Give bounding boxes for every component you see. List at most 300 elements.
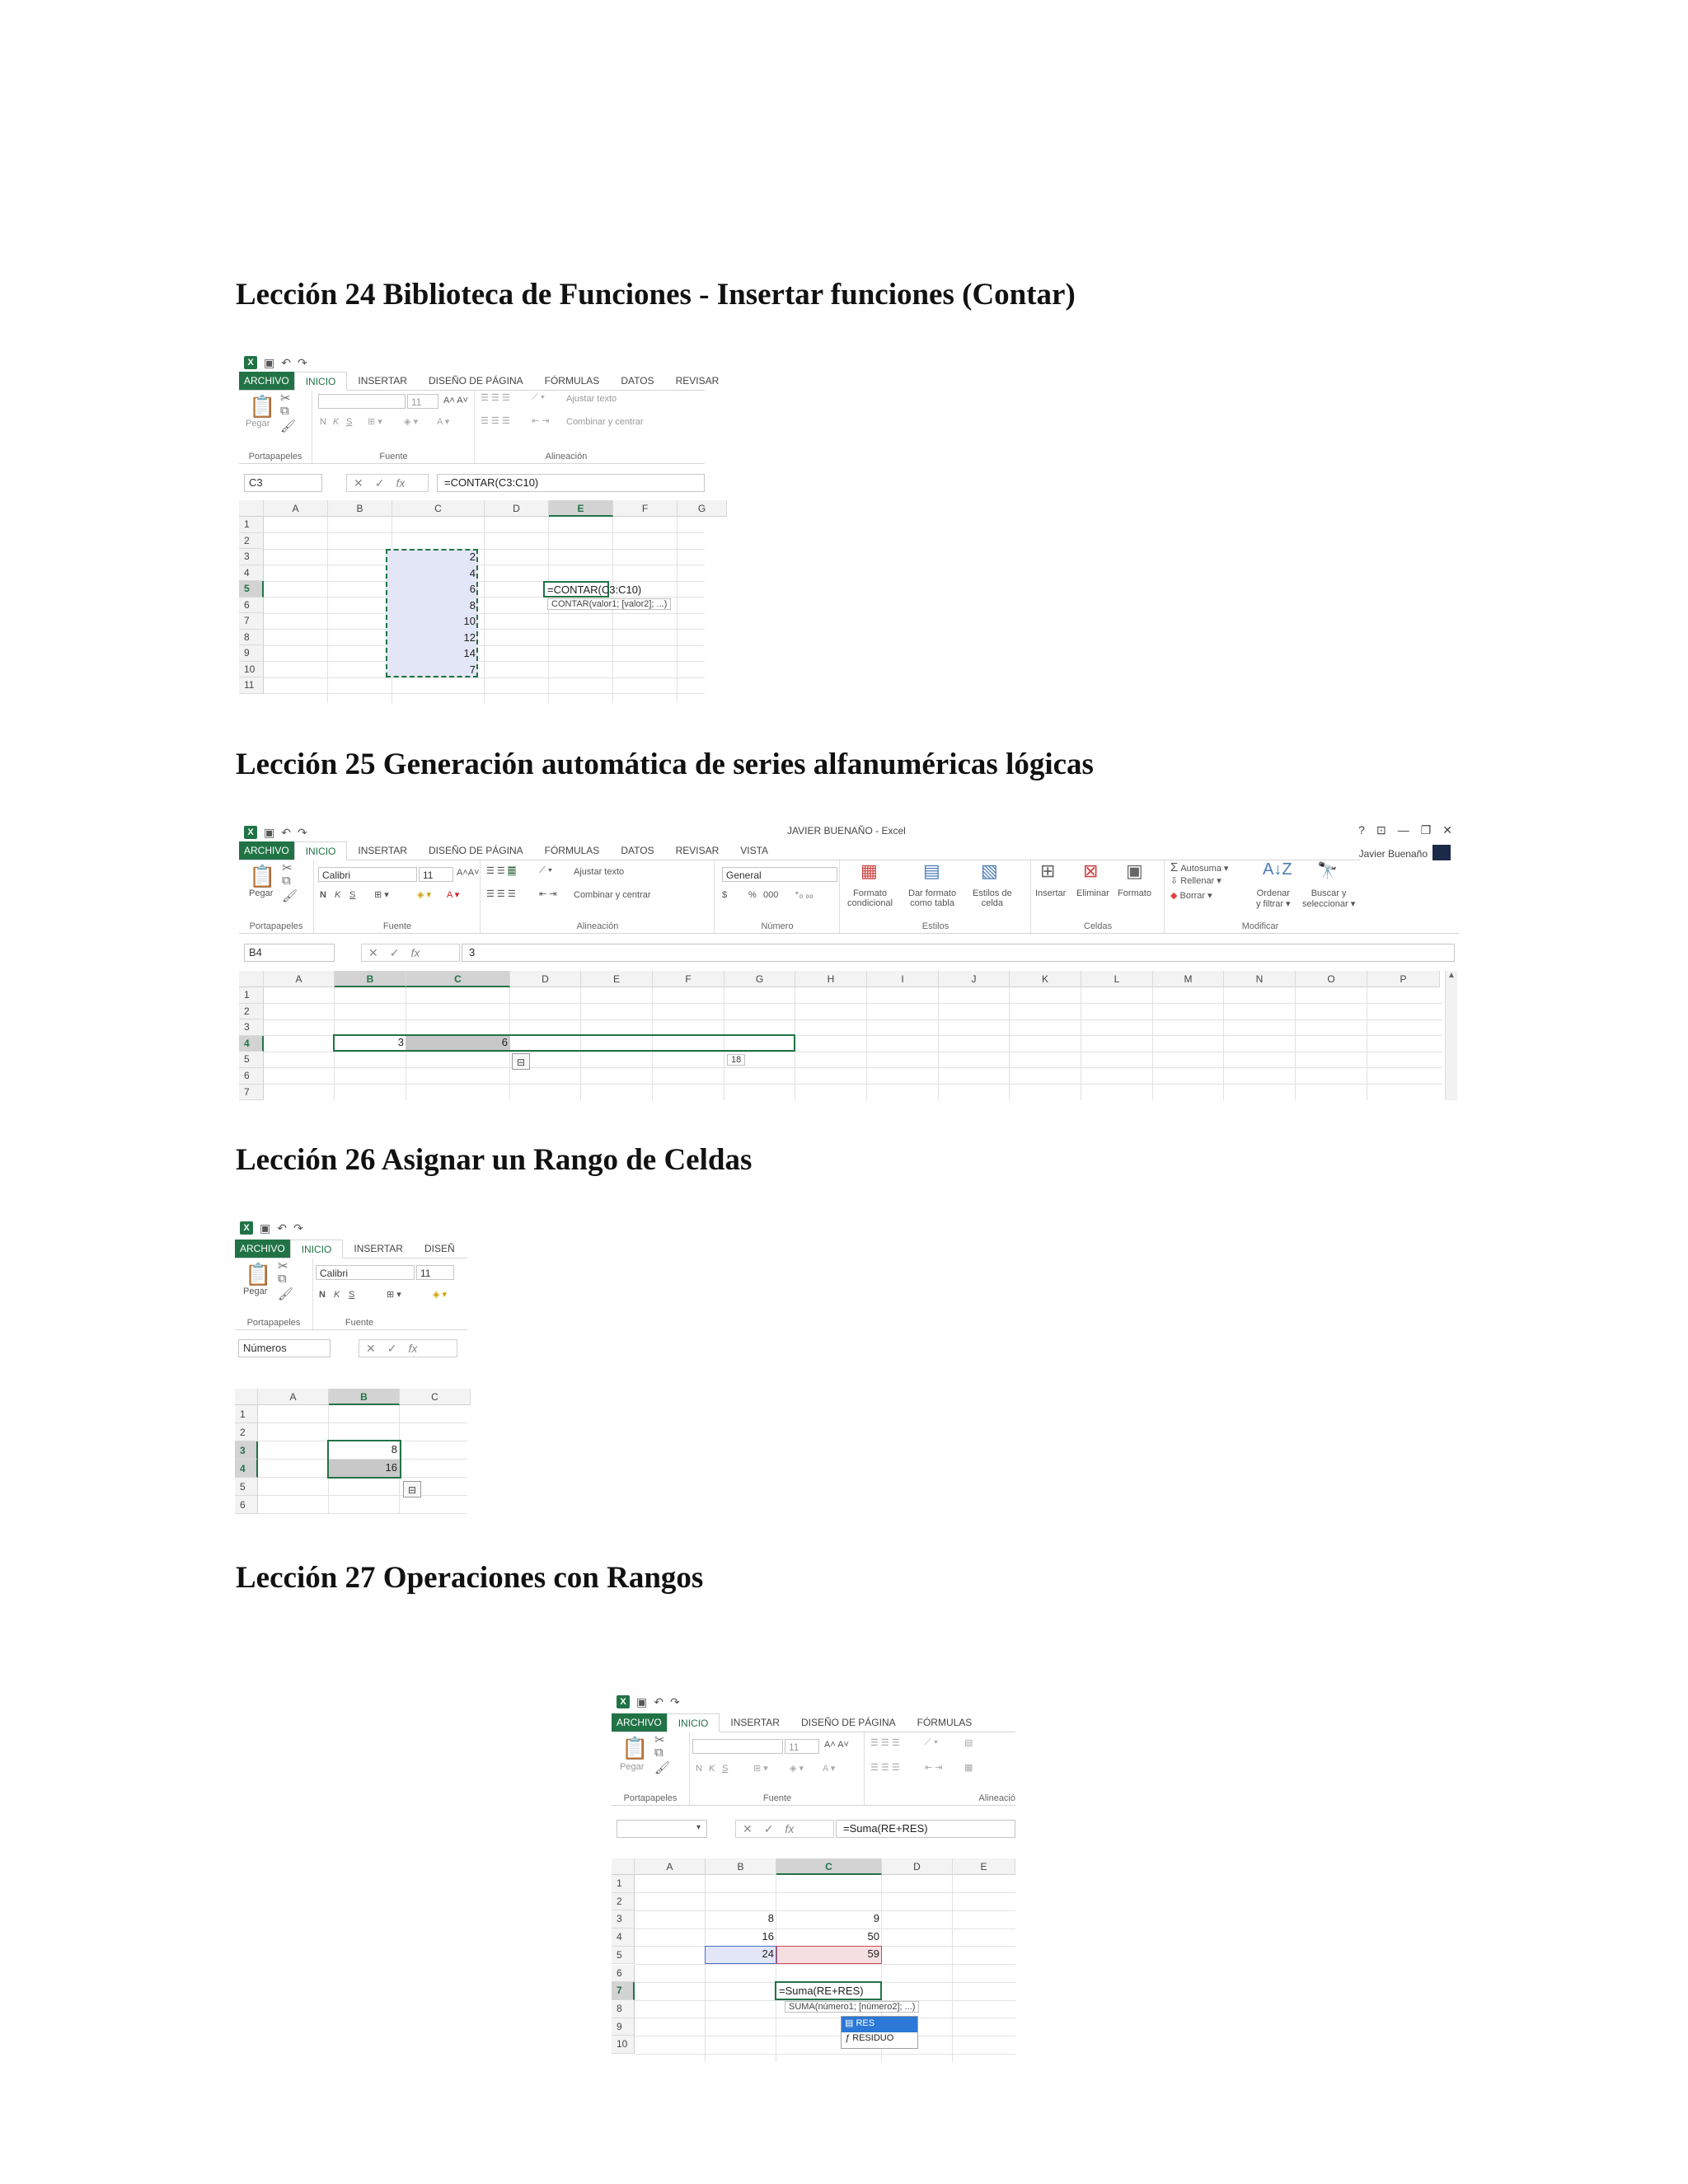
delete-cells-button[interactable]: Eliminar <box>1076 888 1109 898</box>
screenshot-series <box>239 820 1459 1100</box>
formula-bar <box>235 1335 467 1360</box>
paste-button[interactable]: Pegar <box>246 419 270 429</box>
cancel-icon[interactable]: ✕ <box>366 1341 376 1355</box>
column-header-d[interactable]: D <box>882 1858 953 1875</box>
autocomplete-item-res[interactable]: ▤ RES <box>842 2017 917 2032</box>
font-color-icon[interactable]: A ▾ <box>437 417 450 427</box>
formula-input[interactable]: =Suma(RE+RES) <box>836 1820 1015 1838</box>
cell-c4[interactable]: 6 <box>501 1036 508 1048</box>
corner-cell <box>235 1389 258 1405</box>
column-header-f[interactable]: F <box>613 500 678 517</box>
bold-button[interactable]: N <box>319 1290 326 1300</box>
cell-styles-button[interactable]: Estilos de celda <box>973 888 1012 908</box>
cut-icon[interactable]: ✂ <box>654 1733 665 1747</box>
sigma-icon: Σ <box>1170 860 1179 874</box>
cell-c6[interactable]: 8 <box>469 598 476 612</box>
row-header-10[interactable]: 10 <box>612 2036 635 2054</box>
column-header-o[interactable]: O <box>1296 971 1367 987</box>
paste-icon[interactable]: 📋 <box>249 394 276 419</box>
row-header-5[interactable]: 5 <box>239 1052 264 1068</box>
merge-center-button[interactable]: Combinar y centrar <box>566 417 644 427</box>
column-header-k[interactable]: K <box>1010 971 1081 987</box>
quick-access-toolbar <box>244 354 307 372</box>
fx-icon[interactable]: fx <box>785 1822 795 1835</box>
tab-diseno[interactable]: DISEÑ <box>424 1243 455 1254</box>
column-header-i[interactable]: I <box>867 971 939 987</box>
column-header-b[interactable]: B <box>335 971 406 987</box>
row-header-10[interactable]: 10 <box>239 662 264 678</box>
row-header-6[interactable]: 6 <box>239 598 264 614</box>
group-label-styles: Estilos <box>921 921 950 931</box>
tab-diseno[interactable]: DISEÑO DE PÁGINA <box>428 375 523 387</box>
font-size-box[interactable]: 11 <box>407 394 438 409</box>
tab-archivo[interactable]: ARCHIVO <box>239 841 294 860</box>
undo-icon[interactable]: ↶ <box>281 825 291 839</box>
row-header-2[interactable]: 2 <box>612 1893 635 1911</box>
format-painter-icon[interactable]: 🖌 <box>278 1287 294 1301</box>
cell-c7[interactable]: 10 <box>463 615 476 627</box>
border-icon[interactable]: ⊞ ▾ <box>368 417 382 427</box>
sort-filter-button[interactable]: Ordenar y filtrar ▾ <box>1256 888 1291 909</box>
paste-button[interactable]: Pegar <box>249 888 274 898</box>
row-header-6[interactable]: 6 <box>235 1496 258 1514</box>
column-header-b[interactable]: B <box>329 1389 400 1405</box>
cell-c3[interactable]: 9 <box>873 1912 879 1924</box>
font-name-box[interactable]: Calibri <box>316 1265 415 1280</box>
save-icon[interactable]: ▣ <box>260 1221 271 1235</box>
cell-c9[interactable]: 14 <box>463 647 476 659</box>
tab-diseno[interactable]: DISEÑO DE PÁGINA <box>428 845 523 856</box>
cut-icon[interactable]: ✂ <box>282 861 293 875</box>
column-header-d[interactable]: D <box>485 500 549 517</box>
minimize-icon[interactable]: — <box>1397 823 1409 837</box>
cell-b3[interactable]: 8 <box>391 1443 397 1455</box>
top-align-icon[interactable]: ☰ ☰ ☰ <box>481 393 510 403</box>
font-name-box[interactable] <box>318 394 406 409</box>
row-header-3[interactable]: 3 <box>239 1019 264 1036</box>
border-icon[interactable]: ⊞ ▾ <box>374 890 389 900</box>
row-header-5[interactable]: 5 <box>239 581 264 598</box>
orientation-icon[interactable]: ⟋ ▾ <box>925 1737 939 1747</box>
window-controls <box>1358 823 1452 837</box>
format-cells-icon[interactable]: ▣ <box>1126 860 1143 881</box>
column-header-c[interactable]: C <box>406 971 510 987</box>
paste-button[interactable]: Pegar <box>243 1286 268 1296</box>
column-header-c[interactable]: C <box>400 1389 471 1405</box>
italic-button[interactable]: K <box>335 890 341 900</box>
top-align-icon[interactable]: ☰ ☰ ☰ <box>870 1738 900 1748</box>
tab-formulas[interactable]: FÓRMULAS <box>917 1717 973 1728</box>
row-header-3[interactable]: 3 <box>239 549 264 565</box>
column-header-b[interactable]: B <box>328 500 392 517</box>
autocomplete-item-residuo[interactable]: ƒ RESIDUO <box>845 2033 894 2043</box>
copy-icon[interactable]: ⧉ <box>654 1746 663 1760</box>
function-tooltip: SUMA(número1; [número2]; ...) <box>785 2001 919 2013</box>
copy-icon[interactable]: ⧉ <box>280 404 289 418</box>
lesson-27-heading: Lección 27 Operaciones con Rangos <box>236 1561 704 1595</box>
restore-icon[interactable]: ❐ <box>1420 823 1432 837</box>
ribbon <box>239 391 705 464</box>
left-align-icon[interactable]: ☰ ☰ ☰ <box>481 416 510 426</box>
ribbon <box>239 860 1459 934</box>
enter-icon[interactable]: ✓ <box>374 476 385 490</box>
underline-button[interactable]: S <box>349 1290 355 1300</box>
save-icon[interactable]: ▣ <box>264 355 275 369</box>
autosum-button[interactable]: Σ Autosuma ▾ <box>1170 860 1229 874</box>
active-cell-c7[interactable]: =Suma(RE+RES) <box>775 1981 882 2000</box>
tab-insertar[interactable]: INSERTAR <box>358 845 407 856</box>
font-name-box[interactable]: Calibri <box>318 867 417 882</box>
font-size-box[interactable]: 11 <box>785 1739 819 1754</box>
corner-cell <box>612 1858 635 1875</box>
merge-icon[interactable]: ▦ <box>964 1763 973 1773</box>
top-align-icon[interactable]: ☰ ☰ ☰ <box>486 866 516 876</box>
row-header-5[interactable]: 5 <box>612 1947 635 1965</box>
group-modify <box>1165 860 1413 933</box>
underline-button[interactable]: S <box>346 417 353 427</box>
tab-datos[interactable]: DATOS <box>621 845 654 856</box>
format-cells-button[interactable]: Formato <box>1118 888 1151 898</box>
column-header-p[interactable]: P <box>1367 971 1440 987</box>
tab-datos[interactable]: DATOS <box>621 375 654 387</box>
tab-inicio[interactable]: INICIO <box>294 841 348 860</box>
save-icon[interactable]: ▣ <box>264 825 275 839</box>
undo-icon[interactable]: ↶ <box>277 1221 287 1235</box>
format-painter-icon[interactable]: 🖌 <box>280 419 297 434</box>
group-alignment <box>865 1732 1015 1805</box>
copy-icon[interactable]: ⧉ <box>282 874 291 888</box>
tab-revisar[interactable]: REVISAR <box>675 375 720 387</box>
column-header-l[interactable]: L <box>1081 971 1153 987</box>
format-painter-icon[interactable]: 🖌 <box>654 1761 671 1775</box>
row-header-8[interactable]: 8 <box>239 630 264 646</box>
excel-logo-icon: X <box>617 1695 630 1708</box>
wrap-text-button[interactable]: Ajustar texto <box>566 394 617 404</box>
group-label-cells: Celdas <box>1083 921 1113 931</box>
autofill-options-icon[interactable]: ⊟ <box>512 1053 530 1070</box>
row-header-3[interactable]: 3 <box>612 1910 635 1929</box>
row-header-2[interactable]: 2 <box>239 533 264 550</box>
clear-button[interactable]: ◆ Borrar ▾ <box>1170 891 1212 901</box>
cancel-icon[interactable]: ✕ <box>743 1821 753 1835</box>
cell-c3[interactable]: 2 <box>469 551 476 563</box>
row-header-4[interactable]: 4 <box>239 565 264 582</box>
italic-button[interactable]: K <box>334 1290 340 1300</box>
conditional-format-button[interactable]: Formato condicional <box>847 888 893 908</box>
cell-c10[interactable]: 7 <box>469 663 476 676</box>
formula-buttons <box>361 944 460 962</box>
insert-cells-button[interactable]: Insertar <box>1035 888 1067 898</box>
italic-button[interactable]: K <box>709 1764 715 1774</box>
row-header-5[interactable]: 5 <box>235 1478 258 1496</box>
tab-inicio[interactable]: INICIO <box>290 1240 344 1258</box>
grow-font-icon[interactable]: A˄ A˅ <box>443 396 468 405</box>
paste-icon[interactable]: 📋 <box>249 864 276 888</box>
font-color-icon[interactable]: A ▾ <box>447 890 460 900</box>
cancel-icon[interactable]: ✕ <box>368 945 378 959</box>
paste-icon[interactable]: 📋 <box>245 1262 272 1286</box>
name-box[interactable]: Números <box>238 1339 331 1357</box>
group-clipboard <box>239 391 312 463</box>
row-header-1[interactable]: 1 <box>239 987 264 1004</box>
group-label-alignment: Alineació <box>978 1793 1015 1803</box>
redo-icon[interactable]: ↷ <box>293 1221 303 1235</box>
group-cells <box>1032 860 1165 933</box>
row-header-1[interactable]: 1 <box>612 1875 635 1893</box>
row-header-7[interactable]: 7 <box>239 613 264 630</box>
row-header-7[interactable]: 7 <box>612 1982 635 2000</box>
name-box[interactable]: B4 <box>244 944 335 962</box>
indent-icon[interactable]: ⇤ ⇥ <box>539 889 557 899</box>
wrap-text-icon[interactable]: ▤ <box>964 1738 973 1748</box>
wrap-text-button[interactable]: Ajustar texto <box>574 867 625 877</box>
scroll-up-icon[interactable]: ▲ <box>1447 971 1456 980</box>
worksheet-grid <box>612 1858 1015 2062</box>
cell-b4[interactable]: 16 <box>762 1930 774 1943</box>
group-font <box>313 391 475 463</box>
formula-buttons <box>359 1339 457 1357</box>
bold-button[interactable]: N <box>320 890 326 900</box>
column-header-b[interactable]: B <box>706 1858 776 1875</box>
group-font <box>691 1732 865 1805</box>
active-cell-e5[interactable]: =CONTAR(C3:C10) <box>543 581 609 598</box>
tab-inicio[interactable]: INICIO <box>294 372 348 391</box>
delete-cells-icon[interactable]: ⊠ <box>1083 860 1099 881</box>
vertical-scrollbar[interactable] <box>1445 971 1457 1100</box>
help-icon[interactable]: ? <box>1358 823 1365 837</box>
decimal-icons[interactable]: ⁺₀ ₀₀ <box>795 890 814 900</box>
column-header-e[interactable]: E <box>581 971 653 987</box>
cell-c4[interactable]: 50 <box>867 1930 879 1943</box>
orientation-icon[interactable]: ⟋ ▾ <box>539 865 553 875</box>
redo-icon[interactable]: ↷ <box>297 355 307 369</box>
cell-c4[interactable]: 4 <box>469 566 476 579</box>
column-header-n[interactable]: N <box>1224 971 1296 987</box>
excel-logo-icon: X <box>244 826 257 839</box>
row-header-1[interactable]: 1 <box>235 1405 258 1423</box>
tab-inicio[interactable]: INICIO <box>667 1713 720 1732</box>
group-clipboard <box>239 860 314 933</box>
cell-b4[interactable]: 16 <box>385 1461 397 1474</box>
worksheet-grid <box>235 1389 467 1514</box>
group-label-font: Fuente <box>379 452 408 462</box>
column-header-a[interactable]: A <box>264 971 335 987</box>
currency-button[interactable]: $ <box>722 890 728 900</box>
fill-color-icon[interactable]: ◈ ▾ <box>433 1290 448 1300</box>
orientation-icon[interactable]: ⟋ ▾ <box>532 392 546 402</box>
row-header-4[interactable]: 4 <box>612 1929 635 1947</box>
row-header-2[interactable]: 2 <box>235 1423 258 1441</box>
column-header-c[interactable]: C <box>392 500 485 517</box>
group-clipboard <box>235 1258 313 1329</box>
cell-c5[interactable]: 6 <box>469 583 476 595</box>
tab-insertar[interactable]: INSERTAR <box>358 375 407 387</box>
font-name-box[interactable] <box>692 1739 783 1754</box>
find-select-icon[interactable]: 🔭 <box>1317 862 1338 880</box>
cut-icon[interactable]: ✂ <box>278 1259 288 1273</box>
name-box[interactable]: C3 <box>244 474 322 492</box>
ribbon-tabs <box>612 1713 1015 1732</box>
group-label-font: Fuente <box>345 1318 374 1328</box>
close-icon[interactable]: ✕ <box>1442 823 1452 837</box>
paste-icon[interactable]: 📋 <box>621 1736 649 1760</box>
fill-color-icon[interactable]: ◈ ▾ <box>790 1764 804 1774</box>
ribbon-display-icon[interactable]: ⊡ <box>1376 823 1386 837</box>
column-header-f[interactable]: F <box>653 971 724 987</box>
group-label-clipboard: Portapapeles <box>246 1318 301 1328</box>
quick-access-toolbar <box>244 823 307 841</box>
lesson-25-heading: Lección 25 Generación automática de series alfanuméricas lógicas <box>236 748 1094 781</box>
left-align-icon[interactable]: ☰ ☰ ☰ <box>486 889 516 899</box>
indent-icon[interactable]: ⇤ ⇥ <box>532 416 550 426</box>
lesson-24-heading: Lección 24 Biblioteca de Funciones - Insertar funciones (Contar) <box>236 278 1076 312</box>
column-header-e[interactable]: E <box>953 1858 1015 1875</box>
column-header-d[interactable]: D <box>510 971 581 987</box>
row-header-2[interactable]: 2 <box>239 1004 264 1020</box>
font-size-box[interactable]: 11 <box>419 867 453 882</box>
number-format-box[interactable]: General <box>722 867 837 882</box>
thousands-button[interactable]: 000 <box>763 890 779 900</box>
column-header-e[interactable]: E <box>549 500 613 517</box>
tab-revisar[interactable]: REVISAR <box>675 845 720 856</box>
insert-cells-icon[interactable]: ⊞ <box>1040 860 1056 881</box>
row-header-9[interactable]: 9 <box>612 2018 635 2036</box>
fx-icon[interactable]: fx <box>408 1342 418 1355</box>
redo-icon[interactable]: ↷ <box>297 825 307 839</box>
tab-archivo[interactable]: ARCHIVO <box>239 372 294 390</box>
quick-analysis-icon[interactable]: ⊟ <box>403 1481 421 1497</box>
group-number <box>715 860 840 933</box>
grow-font-icon[interactable]: A˄ A˅ <box>824 1740 849 1750</box>
grow-font-icon[interactable]: A˄A˅ <box>457 868 480 878</box>
quick-access-toolbar <box>617 1693 680 1711</box>
merge-center-button[interactable]: Combinar y centrar <box>574 890 651 900</box>
group-label-alignment: Alineación <box>545 452 588 462</box>
fill-preview-tooltip: 18 <box>727 1054 745 1066</box>
border-icon[interactable]: ⊞ ▾ <box>753 1764 768 1774</box>
row-header-6[interactable]: 6 <box>239 1068 264 1085</box>
tab-archivo[interactable]: ARCHIVO <box>235 1240 290 1258</box>
row-header-9[interactable]: 9 <box>239 645 264 662</box>
underline-button[interactable]: S <box>349 890 356 900</box>
column-header-a[interactable]: A <box>264 500 328 517</box>
fill-color-icon[interactable]: ◈ ▾ <box>417 890 432 900</box>
redo-icon[interactable]: ↷ <box>669 1694 680 1708</box>
row-header-1[interactable]: 1 <box>239 517 264 533</box>
column-header-g[interactable]: G <box>678 500 727 517</box>
copy-icon[interactable]: ⧉ <box>278 1272 287 1286</box>
row-header-7[interactable]: 7 <box>239 1085 264 1101</box>
formula-input[interactable]: =CONTAR(C3:C10) <box>437 474 705 492</box>
tab-insertar[interactable]: INSERTAR <box>730 1717 780 1728</box>
enter-icon[interactable]: ✓ <box>389 945 400 959</box>
tab-insertar[interactable]: INSERTAR <box>354 1243 403 1254</box>
screenshot-operaciones <box>612 1690 1015 2062</box>
quick-access-toolbar <box>240 1219 303 1237</box>
ribbon-tabs <box>235 1240 467 1258</box>
row-header-6[interactable]: 6 <box>612 1965 635 1983</box>
find-select-button[interactable]: Buscar y seleccionar ▾ <box>1302 888 1356 909</box>
conditional-format-icon[interactable]: ▦ <box>860 860 878 881</box>
row-header-4[interactable]: 4 <box>235 1460 258 1478</box>
italic-button[interactable]: K <box>333 417 340 427</box>
column-header-a[interactable]: A <box>258 1389 329 1405</box>
row-header-11[interactable]: 11 <box>239 677 264 694</box>
screenshot-contar <box>239 350 720 703</box>
font-size-box[interactable]: 11 <box>416 1265 454 1280</box>
column-header-c[interactable]: C <box>776 1858 882 1875</box>
formula-buttons <box>346 474 429 492</box>
tab-vista[interactable]: VISTA <box>740 845 769 856</box>
cut-icon[interactable]: ✂ <box>280 391 291 405</box>
cell-b3[interactable]: 8 <box>767 1912 774 1924</box>
group-label-number: Número <box>761 921 794 931</box>
row-header-4[interactable]: 4 <box>239 1036 264 1052</box>
group-label-font: Fuente <box>762 1793 792 1803</box>
excel-logo-icon: X <box>240 1221 253 1235</box>
cancel-icon[interactable]: ✕ <box>354 476 363 490</box>
column-header-h[interactable]: H <box>795 971 867 987</box>
tab-archivo[interactable]: ARCHIVO <box>612 1713 667 1732</box>
row-header-8[interactable]: 8 <box>612 2000 635 2018</box>
column-header-a[interactable]: A <box>635 1858 706 1875</box>
sort-filter-icon[interactable]: A↓Z <box>1263 860 1292 879</box>
enter-icon[interactable]: ✓ <box>763 1821 774 1835</box>
cell-b4[interactable]: 3 <box>397 1036 404 1048</box>
bold-button[interactable]: N <box>320 417 326 427</box>
group-label-clipboard: Portapapeles <box>623 1793 678 1803</box>
bold-button[interactable]: N <box>696 1764 702 1774</box>
font-color-icon[interactable]: A ▾ <box>823 1764 836 1774</box>
save-icon[interactable]: ▣ <box>636 1694 648 1708</box>
format-painter-icon[interactable]: 🖌 <box>282 889 298 903</box>
cell-c5[interactable]: 59 <box>867 1947 879 1960</box>
undo-icon[interactable]: ↶ <box>654 1694 663 1708</box>
ribbon <box>235 1258 467 1330</box>
table-format-icon[interactable]: ▤ <box>923 860 940 881</box>
column-header-j[interactable]: J <box>939 971 1010 987</box>
left-align-icon[interactable]: ☰ ☰ ☰ <box>870 1763 900 1773</box>
percent-button[interactable]: % <box>748 890 757 900</box>
table-format-button[interactable]: Dar formato como tabla <box>908 888 957 908</box>
named-range-icon: ▤ <box>845 2018 854 2028</box>
fill-button[interactable]: ⇩ Rellenar ▾ <box>1170 876 1221 886</box>
tab-formulas[interactable]: FÓRMULAS <box>544 845 600 856</box>
fx-icon[interactable]: fx <box>396 476 406 490</box>
underline-button[interactable]: S <box>722 1764 729 1774</box>
name-box[interactable] <box>617 1820 707 1838</box>
namebox-dropdown-icon[interactable]: ▾ <box>696 1823 701 1832</box>
column-header-g[interactable]: G <box>724 971 795 987</box>
cell-b5[interactable]: 24 <box>762 1947 774 1960</box>
cell-c8[interactable]: 12 <box>463 630 476 644</box>
border-icon[interactable]: ⊞ ▾ <box>387 1290 401 1300</box>
undo-icon[interactable]: ↶ <box>281 355 291 369</box>
fx-icon[interactable]: fx <box>410 946 420 959</box>
tab-formulas[interactable]: FÓRMULAS <box>544 375 600 387</box>
fill-color-icon[interactable]: ◈ ▾ <box>404 417 419 427</box>
row-header-3[interactable]: 3 <box>235 1441 258 1460</box>
indent-icon[interactable]: ⇤ ⇥ <box>925 1763 943 1773</box>
enter-icon[interactable]: ✓ <box>387 1341 397 1355</box>
cell-styles-icon[interactable]: ▧ <box>981 860 998 881</box>
tab-diseno[interactable]: DISEÑO DE PÁGINA <box>800 1717 896 1728</box>
paste-button[interactable]: Pegar <box>620 1762 645 1772</box>
lesson-26-heading: Lección 26 Asignar un Rango de Celdas <box>236 1143 753 1177</box>
formula-input[interactable]: 3 <box>462 944 1455 962</box>
group-label-clipboard: Portapapeles <box>248 452 302 462</box>
column-header-m[interactable]: M <box>1153 971 1224 987</box>
